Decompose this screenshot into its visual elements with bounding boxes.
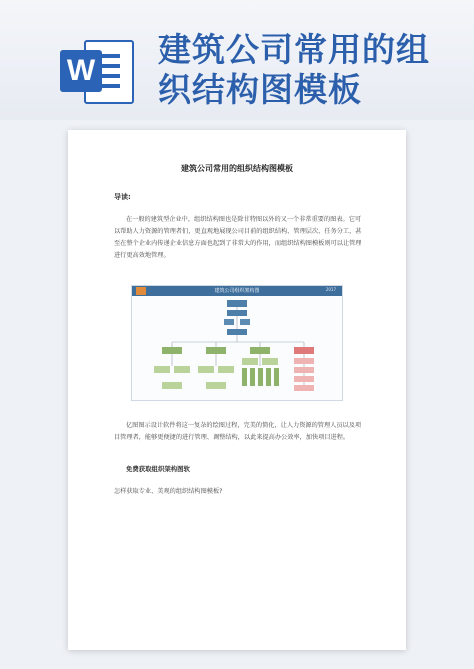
org-node	[262, 358, 278, 365]
org-node-dept	[294, 347, 314, 354]
org-node	[242, 358, 258, 365]
org-node	[174, 366, 190, 373]
document-title: 建筑公司常用的组织结构图模板	[181, 164, 293, 173]
org-chart-year: 2017	[325, 287, 336, 292]
document-page	[68, 130, 406, 650]
banner-title: 建筑公司常用的组织结构图模板	[158, 30, 430, 109]
org-node-dept	[162, 347, 182, 354]
question-text: 怎样获取专业、美观的组织结构图模板?	[114, 488, 223, 495]
paragraph-software: 亿图图示设计软件将这一复杂的绘图过程，完美的简化，让人力资源的管理人员以及项目管理者，能够更便捷的进行管理、调整结构，以此来提高办公效率，加快项目进程。	[114, 422, 362, 441]
org-node	[294, 385, 314, 391]
banner	[0, 0, 474, 120]
org-node	[198, 366, 214, 373]
word-app-icon	[60, 40, 132, 102]
lead-label: 导读:	[114, 193, 131, 201]
org-node-vertical	[274, 368, 279, 386]
org-chart-image	[131, 285, 343, 401]
org-node	[294, 358, 314, 364]
org-node	[224, 319, 234, 325]
org-node-vertical	[258, 368, 263, 386]
org-node-vertical	[242, 368, 247, 386]
org-node	[294, 367, 314, 373]
org-node-top	[227, 300, 247, 307]
org-node-vertical	[250, 368, 255, 386]
org-node	[218, 366, 234, 373]
org-chart-title: 建筑公司组织架构图	[214, 288, 260, 294]
paragraph-intro: 在一般的建筑型企业中，组织结构图也是除甘特图以外的又一个非常重要的图表。它可以帮助人力资源的管理者们，更直观地展现公司目前的组织结构、管理层次、任务分工，甚至在整个企业内传递企业信息方面也起到了非常大的作用，而组织结构图模板则可以让管理进行更高效地管理。	[114, 216, 362, 259]
org-node-dept	[206, 347, 226, 354]
org-node-dept	[250, 347, 270, 354]
org-node	[294, 376, 314, 382]
org-node	[162, 382, 182, 389]
org-node	[206, 382, 226, 389]
sub-heading: 免费获取组织架构图软	[126, 465, 190, 473]
org-node	[154, 366, 170, 373]
word-w-badge: W	[60, 50, 102, 92]
org-chart-header	[132, 286, 342, 296]
org-node	[240, 319, 250, 325]
org-chart-diagram	[132, 296, 342, 400]
org-node-vertical	[266, 368, 271, 386]
org-node	[227, 310, 247, 316]
org-node	[227, 329, 247, 335]
